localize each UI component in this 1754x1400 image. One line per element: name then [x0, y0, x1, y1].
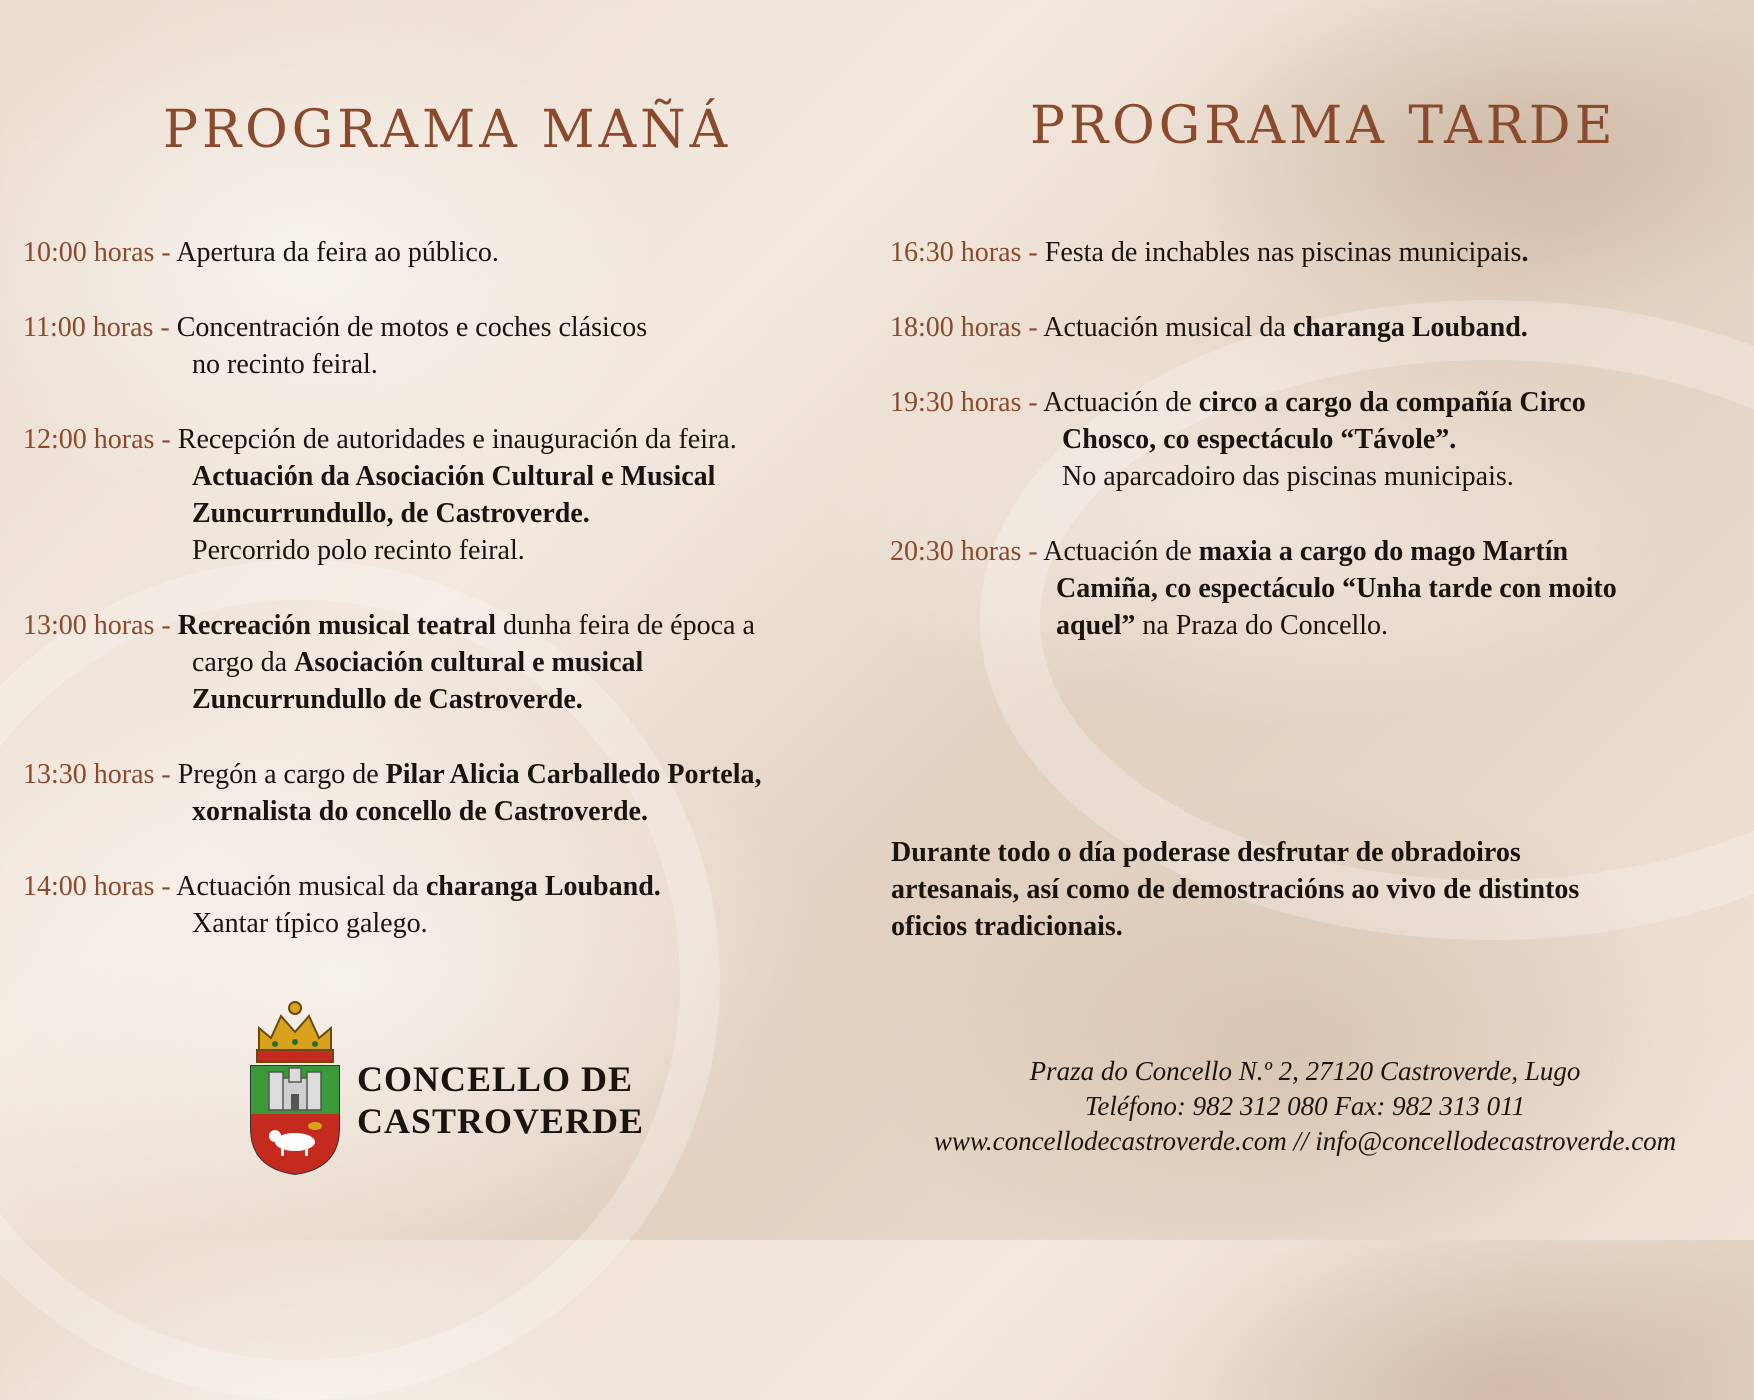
schedule-entry-line: [23, 905, 883, 942]
schedule-text: Apertura da feira ao público.: [170, 237, 499, 268]
schedule-entry: [890, 533, 1740, 644]
note-line: artesanais, así como de demostracións ao vivo de distintos: [891, 874, 1580, 905]
schedule-entry-line: [23, 234, 883, 271]
schedule-entry: [890, 384, 1740, 495]
schedule-text: Xantar típico galego.: [192, 908, 428, 939]
schedule-entry-line: [23, 793, 883, 830]
schedule-entry: [890, 309, 1740, 346]
schedule-text: aquel”: [1056, 610, 1136, 641]
organization-name-line: CASTROVERDE: [357, 1101, 645, 1141]
schedule-text: xornalista do concello de Castroverde.: [192, 796, 648, 827]
schedule-entry-line: [23, 495, 883, 532]
schedule-text: na Praza do Concello.: [1135, 610, 1389, 641]
contact-block: [880, 1054, 1730, 1159]
web-email-link[interactable]: www.concellodecastroverde.com // info@concellodecastroverde.com: [933, 1126, 1677, 1156]
afternoon-schedule: [890, 234, 1740, 682]
schedule-time: 12:00 horas -: [23, 424, 171, 455]
schedule-time: 13:00 horas -: [23, 610, 171, 641]
morning-schedule: [23, 234, 883, 980]
schedule-text: Camiña, co espectáculo “Unha tarde con moito: [1056, 573, 1617, 604]
note-line: Durante todo o día poderase desfrutar de obradoiros: [891, 837, 1521, 868]
schedule-text: Actuación de: [1037, 387, 1199, 418]
schedule-text: charanga Louband.: [425, 871, 661, 902]
schedule-text: Zuncurrundullo, de Castroverde.: [192, 498, 590, 529]
schedule-text: No aparcadoiro das piscinas municipais.: [1062, 461, 1514, 492]
schedule-time: 11:00 horas -: [23, 312, 170, 343]
schedule-entry-line: [23, 309, 883, 346]
schedule-text: cargo da: [192, 647, 295, 678]
schedule-text: Zuncurrundullo de Castroverde.: [192, 684, 583, 715]
schedule-time: 16:30 horas -: [890, 237, 1038, 268]
schedule-entry: [23, 756, 883, 830]
morning-program-heading: PROGRAMA MAÑÁ: [163, 100, 732, 160]
schedule-entry-line: [23, 458, 883, 495]
schedule-text: circo a cargo da compañía Circo: [1198, 387, 1586, 418]
schedule-entry: [23, 868, 883, 942]
schedule-text: Concentración de motos e coches clásicos: [169, 312, 648, 343]
schedule-entry-line: [23, 681, 883, 718]
schedule-text: Recreación musical teatral: [170, 610, 497, 641]
schedule-text: Actuación de: [1037, 536, 1199, 567]
organization-name: [357, 1058, 644, 1142]
schedule-entry-line: [23, 532, 883, 569]
schedule-text: no recinto feiral.: [192, 349, 378, 380]
schedule-entry: [23, 309, 883, 383]
schedule-text: Asociación cultural e musical: [294, 647, 644, 678]
schedule-text: Actuación musical da: [170, 871, 426, 902]
schedule-text: .: [1521, 237, 1529, 268]
schedule-text: Recepción de autoridades e inauguración da feira.: [170, 424, 737, 455]
address: Praza do Concello N.º 2, 27120 Castroverde, Lugo: [1029, 1056, 1581, 1086]
schedule-entry-line: [23, 644, 883, 681]
schedule-entry-line: [23, 607, 883, 644]
schedule-entry-line: [23, 868, 883, 905]
schedule-entry-line: [890, 384, 1740, 421]
schedule-entry-line: [890, 234, 1740, 271]
schedule-entry-line: [890, 309, 1740, 346]
schedule-entry-line: [23, 756, 883, 793]
schedule-entry-line: [890, 421, 1740, 458]
schedule-text: Actuación da Asociación Cultural e Musical: [192, 461, 716, 492]
all-day-note: [891, 834, 1731, 945]
schedule-text: dunha feira de época a: [496, 610, 755, 641]
schedule-entry: [23, 607, 883, 718]
schedule-text: Actuación musical da: [1037, 312, 1293, 343]
schedule-entry-line: [890, 533, 1740, 570]
schedule-time: 18:00 horas -: [890, 312, 1038, 343]
phone-fax: Teléfono: 982 312 080 Fax: 982 313 011: [1084, 1091, 1526, 1121]
schedule-text: Percorrido polo recinto feiral.: [192, 535, 525, 566]
schedule-text: Festa de inchables nas piscinas municipais: [1037, 237, 1522, 268]
schedule-time: 20:30 horas -: [890, 536, 1038, 567]
schedule-entry-line: [890, 570, 1740, 607]
schedule-entry-line: [890, 458, 1740, 495]
schedule-time: 10:00 horas -: [23, 237, 171, 268]
castroverde-coat-of-arms-icon: [245, 998, 345, 1176]
schedule-text: Pilar Alicia Carballedo Portela,: [385, 759, 762, 790]
note-line: oficios tradicionais.: [891, 911, 1123, 942]
schedule-time: 14:00 horas -: [23, 871, 171, 902]
schedule-entry-line: [23, 346, 883, 383]
schedule-time: 13:30 horas -: [23, 759, 171, 790]
schedule-text: Pregón a cargo de: [170, 759, 386, 790]
schedule-entry: [890, 234, 1740, 271]
organization-name-line: CONCELLO DE: [357, 1059, 634, 1099]
schedule-entry-line: [23, 421, 883, 458]
schedule-text: maxia a cargo do mago Martín: [1198, 536, 1569, 567]
schedule-text: Chosco, co espectáculo “Távole”.: [1062, 424, 1457, 455]
schedule-entry: [23, 234, 883, 271]
schedule-entry-line: [890, 607, 1740, 644]
schedule-entry: [23, 421, 883, 569]
schedule-text: charanga Louband.: [1292, 312, 1528, 343]
schedule-time: 19:30 horas -: [890, 387, 1038, 418]
afternoon-program-heading: PROGRAMA TARDE: [1030, 96, 1617, 156]
